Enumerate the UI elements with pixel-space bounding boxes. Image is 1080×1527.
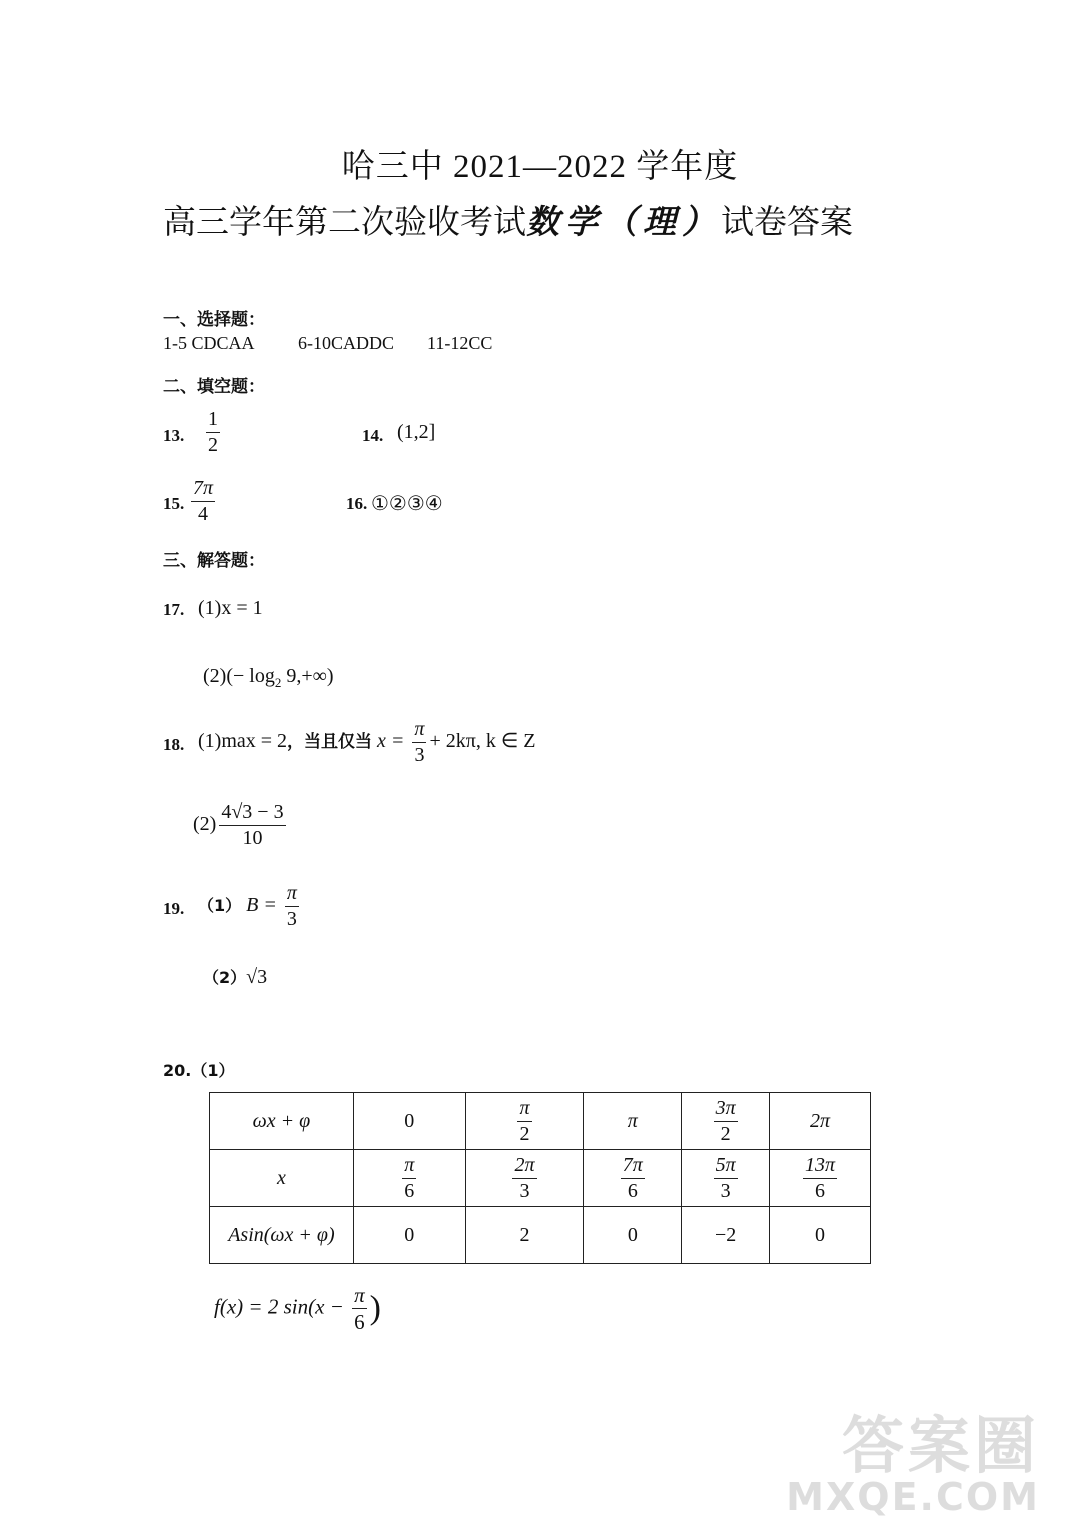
- cell-value: 0: [627, 1223, 638, 1246]
- table-cell: [770, 1150, 871, 1207]
- cell-numerator: 3π: [714, 1097, 738, 1122]
- table-cell: [353, 1093, 465, 1150]
- table-cell: [465, 1150, 584, 1207]
- q18-part1-b: x =: [377, 730, 405, 753]
- q13-denominator: 2: [208, 434, 218, 456]
- choice-answers-6-10: 6-10CADDC: [298, 333, 395, 353]
- q18-part1-cn: ，当且仅当: [287, 732, 373, 753]
- q19-part1-numerator: π: [285, 882, 299, 907]
- q19-part1-denominator: 3: [286, 908, 297, 930]
- table-cell: [682, 1093, 770, 1150]
- q17-part2-sub: 2: [274, 675, 282, 690]
- cell-denominator: 6: [815, 1179, 826, 1202]
- table-row: [210, 1150, 871, 1207]
- q18-part1-a: (1)max = 2: [198, 730, 288, 753]
- table-row: [210, 1093, 871, 1150]
- q20-formula-b: ): [369, 1289, 381, 1327]
- q15-label: 15.: [163, 494, 185, 513]
- cell-numerator: π: [517, 1097, 531, 1122]
- q13-label: 13.: [163, 426, 185, 445]
- q13-answer: [203, 408, 223, 457]
- q20-label: 20.（1）: [163, 1061, 235, 1080]
- cell-value: 0: [815, 1223, 826, 1246]
- q19-part2-label: （2）: [203, 968, 247, 987]
- table-cell: [770, 1093, 871, 1150]
- q18-part2-numerator: 4√3 − 3: [219, 801, 285, 826]
- table-cell: [465, 1093, 584, 1150]
- cell-numerator: 5π: [714, 1154, 738, 1179]
- q14-label: 14.: [362, 426, 384, 445]
- choice-answers-11-12: 11-12CC: [427, 333, 493, 353]
- q20-formula-denominator: 6: [354, 1310, 365, 1335]
- q20-formula-a: f(x) = 2 sin(x −: [214, 1294, 344, 1319]
- cell-numerator: 7π: [621, 1154, 645, 1179]
- q18-label: 18.: [163, 735, 185, 754]
- q17-part2-b: 9,+∞): [281, 665, 334, 687]
- title-line2: [163, 196, 853, 243]
- q18-part1-denominator: 3: [414, 744, 425, 766]
- q19-part1-label: （1）: [198, 896, 242, 916]
- q20-formula: [214, 1283, 381, 1334]
- q19-label: 19.: [163, 899, 185, 918]
- q17-part1: (1)x = 1: [198, 597, 263, 619]
- cell-value: −2: [715, 1223, 737, 1246]
- q20-value-table: [209, 1092, 871, 1264]
- section3-heading: 三、解答题：: [163, 551, 265, 571]
- q14-answer: (1,2]: [397, 421, 436, 443]
- q18-part1-c: + 2kπ, k ∈ Z: [429, 730, 536, 753]
- title-line2-prefix: 高三学年第二次验收考试: [163, 205, 526, 241]
- table-cell: [353, 1150, 465, 1207]
- q13-numerator: 1: [206, 408, 220, 433]
- title-subject: 数学: [526, 205, 604, 241]
- table-row-header: ωx + φ: [210, 1093, 354, 1150]
- cell-numerator: 2π: [512, 1154, 536, 1179]
- q20-formula-numerator: π: [352, 1283, 367, 1309]
- cell-value: 0: [404, 1109, 415, 1132]
- table-cell: [584, 1207, 682, 1264]
- q19-part1: [198, 882, 302, 931]
- q18-part2: [193, 801, 289, 850]
- cell-numerator: π: [402, 1154, 416, 1179]
- table-cell: [770, 1207, 871, 1264]
- cell-numerator: 13π: [803, 1154, 837, 1179]
- q17-part2: [203, 665, 334, 691]
- watermark-line2: MXQE.COM: [786, 1475, 1040, 1519]
- table-cell: [465, 1207, 584, 1264]
- table-cell: [584, 1150, 682, 1207]
- cell-denominator: 6: [404, 1179, 415, 1202]
- q19-part2: [203, 965, 267, 989]
- title-line1: 哈三中 2021—2022 学年度: [341, 149, 739, 185]
- section1-heading: 一、选择题：: [163, 310, 265, 330]
- table-row-header: Asin(ωx + φ): [210, 1207, 354, 1264]
- q18-part2-a: (2): [193, 813, 217, 836]
- q15-denominator: 4: [198, 503, 209, 525]
- cell-denominator: 3: [720, 1179, 731, 1202]
- table-row-header: x: [210, 1150, 354, 1207]
- cell-value: 0: [404, 1223, 415, 1246]
- table-cell: [682, 1150, 770, 1207]
- cell-denominator: 2: [519, 1122, 530, 1145]
- q16-label: 16.: [346, 494, 368, 513]
- q18-part1: [198, 718, 535, 767]
- q17-label: 17.: [163, 600, 185, 619]
- table-row: [210, 1207, 871, 1264]
- watermark-line1: 答案圈: [841, 1409, 1040, 1482]
- q17-part2-a: (2)(− log: [203, 665, 275, 687]
- title-line2-suffix: 试卷答案: [721, 205, 853, 241]
- q15-answer: [188, 477, 218, 526]
- cell-value: π: [627, 1109, 638, 1132]
- q20-table-body: [210, 1093, 871, 1264]
- q18-part2-denominator: 10: [242, 827, 263, 849]
- section2-heading: 二、填空题：: [163, 377, 265, 397]
- table-cell: [353, 1207, 465, 1264]
- title-subject-note: （理）: [604, 205, 721, 241]
- q18-part1-numerator: π: [412, 718, 426, 743]
- cell-value: 2: [519, 1223, 530, 1246]
- cell-denominator: 2: [720, 1122, 731, 1145]
- watermark: [780, 1409, 1040, 1520]
- q16-answer: ①②③④: [371, 493, 443, 515]
- table-cell: [682, 1207, 770, 1264]
- q15-numerator: 7π: [191, 477, 215, 502]
- cell-value: 2π: [810, 1109, 831, 1132]
- cell-denominator: 6: [627, 1179, 638, 1202]
- q19-part2-answer: √3: [246, 966, 268, 988]
- table-cell: [584, 1093, 682, 1150]
- cell-denominator: 3: [519, 1179, 530, 1202]
- q19-part1-a: B =: [246, 894, 277, 917]
- choice-answers-1-5: 1-5 CDCAA: [163, 333, 255, 353]
